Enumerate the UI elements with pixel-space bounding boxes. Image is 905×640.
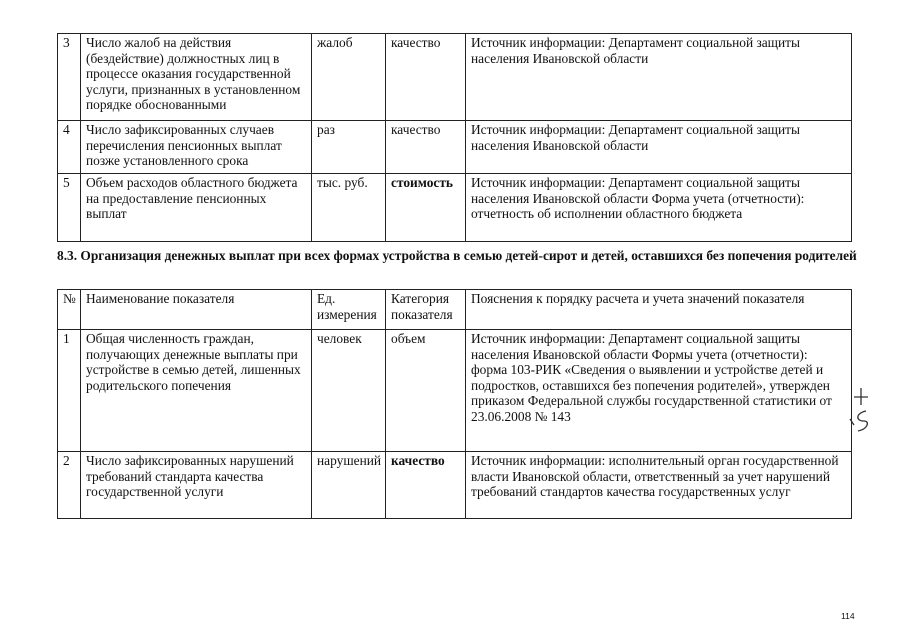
unit-of-measure: нарушений [312,452,386,519]
table-row [58,34,852,121]
indicator-category: качество [386,34,466,121]
calculation-notes: Источник информации: Департамент социальной защиты населения Ивановской области Форма учета (отчетности): отчетность об исполнении областного бюджета [466,174,852,242]
calculation-notes: Источник информации: Департамент социальной защиты населения Ивановской области Формы учета (отчетности): форма 103-РИК «Сведения о выявлении и устройстве детей и подростков, оставшихся без попечения родителей», утвержден приказом Федеральной службы государственной статистики от 23.06.2008 № 143 [466,330,852,452]
indicator-category: стоимость [386,174,466,242]
table-row [58,452,852,519]
header-unit: Ед. измерения [312,290,386,330]
indicator-name: Число жалоб на действия (бездействие) должностных лиц в процессе оказания государственной услуги, признанных в установленном порядке обоснованными [81,34,312,121]
header-number: № [58,290,81,330]
page-number: 114 [841,611,855,621]
indicators-table [57,289,852,519]
indicator-category: качество [386,452,466,519]
row-number: 5 [58,174,81,242]
calculation-notes: Источник информации: Департамент социальной защиты населения Ивановской области [466,121,852,174]
indicator-category: объем [386,330,466,452]
unit-of-measure: человек [312,330,386,452]
table-row [58,330,852,452]
header-category: Категория показателя [386,290,466,330]
table-row [58,174,852,242]
unit-of-measure: раз [312,121,386,174]
handwritten-mark-icon [846,385,876,435]
calculation-notes: Источник информации: Департамент социальной защиты населения Ивановской области [466,34,852,121]
calculation-notes: Источник информации: исполнительный орган государственной власти Ивановской области, ответственный за учет нарушений требований стандартов качества государственных услуг [466,452,852,519]
table-row [58,121,852,174]
row-number: 4 [58,121,81,174]
section-heading: 8.3. Организация денежных выплат при всех формах устройства в семью детей-сирот и детей, оставшихся без попечения родителей [57,248,857,263]
table-header-row [58,290,852,330]
header-name: Наименование показателя [81,290,312,330]
indicator-name: Общая численность граждан, получающих денежные выплаты при устройстве в семью детей, лишенных родительского попечения [81,330,312,452]
header-notes: Пояснения к порядку расчета и учета значений показателя [466,290,852,330]
indicators-table-continued [57,33,852,242]
indicator-name: Число зафиксированных случаев перечисления пенсионных выплат позже установленного срока [81,121,312,174]
unit-of-measure: жалоб [312,34,386,121]
row-number: 2 [58,452,81,519]
row-number: 1 [58,330,81,452]
indicator-category: качество [386,121,466,174]
row-number: 3 [58,34,81,121]
unit-of-measure: тыс. руб. [312,174,386,242]
indicator-name: Число зафиксированных нарушений требований стандарта качества государственной услуги [81,452,312,519]
indicator-name: Объем расходов областного бюджета на предоставление пенсионных выплат [81,174,312,242]
